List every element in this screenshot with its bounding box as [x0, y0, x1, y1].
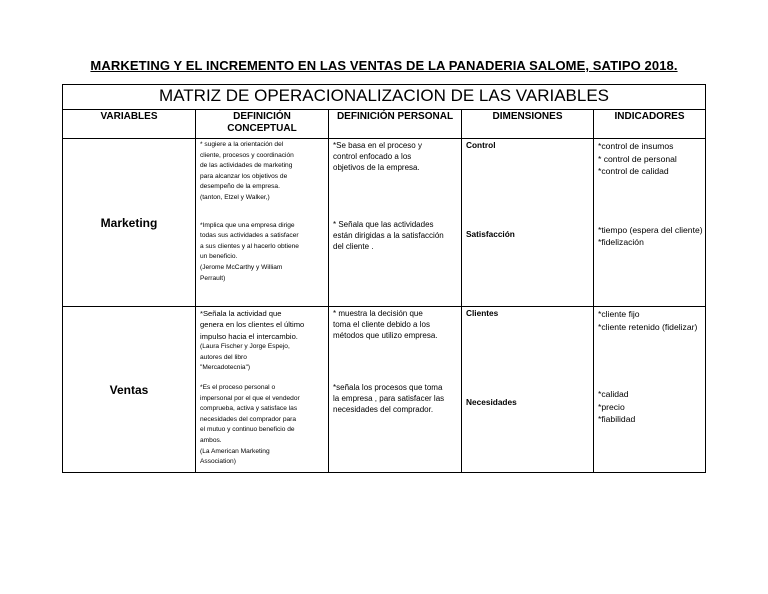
- header-variables: VARIABLES: [63, 110, 196, 139]
- marketing-dimensiones: [462, 139, 594, 307]
- dimension-necesidades: Necesidades: [466, 397, 517, 407]
- marketing-conceptual-2: *Implica que una empresa dirige todas sus actividades a satisfacer a sus clientes y al hacerlo obtiene un beneficio. (Jerome McCarthy y William Perrault): [200, 221, 299, 282]
- dimension-satisfaccion: Satisfacción: [466, 229, 515, 239]
- variable-marketing: Marketing: [63, 139, 196, 307]
- header-definicion-personal: DEFINICIÓN PERSONAL: [329, 110, 462, 139]
- document-title: MARKETING Y EL INCREMENTO EN LAS VENTAS DE LA PANADERIA SALOME, SATIPO 2018.: [90, 58, 678, 73]
- ventas-indicadores-1: *cliente fijo *cliente retenido (fidelizar): [598, 309, 698, 332]
- ventas-dimensiones: [462, 307, 594, 473]
- operationalization-matrix: [62, 84, 706, 473]
- table-row: [63, 139, 706, 307]
- ventas-personal: [329, 307, 462, 473]
- marketing-indicadores-1: *control de insumos * control de personal *control de calidad: [598, 141, 677, 177]
- marketing-personal-1: *Se basa en el proceso y control enfocado a los objetivos de la empresa.: [333, 141, 422, 173]
- header-dimensiones: DIMENSIONES: [462, 110, 594, 139]
- ventas-conceptual-1-source: (Laura Fischer y Jorge Espejo, autores del libro "Mercadotecnia"): [200, 343, 290, 372]
- dimension-control: Control: [466, 140, 496, 150]
- ventas-indicadores-2: *calidad *precio *fiabilidad: [598, 389, 636, 425]
- ventas-conceptual-1: *Señala la actividad que genera en los clientes el último impulso hacia el intercambio.: [200, 309, 305, 341]
- ventas-personal-2: *señala los procesos que toma la empresa , para satisfacer las necesidades del comprador.: [333, 382, 445, 415]
- header-definicion-conceptual: DEFINICIÓN CONCEPTUAL: [196, 110, 329, 139]
- marketing-personal-2: * Señala que las actividades están dirigidas a la satisfacción del cliente .: [333, 219, 444, 252]
- variable-ventas: Ventas: [63, 307, 196, 473]
- table-row: [63, 307, 706, 473]
- matrix-title: MATRIZ DE OPERACIONALIZACION DE LAS VARIABLES: [63, 85, 706, 110]
- marketing-indicadores: [594, 139, 706, 307]
- ventas-indicadores: [594, 307, 706, 473]
- ventas-conceptual: [196, 307, 329, 473]
- ventas-personal-1: * muestra la decisión que toma el cliente debido a los métodos que utilizo empresa.: [333, 309, 438, 341]
- marketing-personal: [329, 139, 462, 307]
- dimension-clientes: Clientes: [466, 308, 499, 318]
- marketing-conceptual: [196, 139, 329, 307]
- header-indicadores: INDICADORES: [594, 110, 706, 139]
- marketing-conceptual-1: * sugiere a la orientación del cliente, procesos y coordinación de las actividades de marketing para alcanzar los objetivos de desempeño de la empresa. (tanton, Etzel y Walker,): [200, 141, 294, 201]
- ventas-conceptual-2: *Es el proceso personal o impersonal por el que el vendedor comprueba, activa y satisface las necesidades del comprador para el mutuo y continuo beneficio de ambos. (La American Marketing Association): [200, 384, 300, 466]
- marketing-indicadores-2: *tiempo (espera del cliente) *fidelización: [598, 224, 703, 248]
